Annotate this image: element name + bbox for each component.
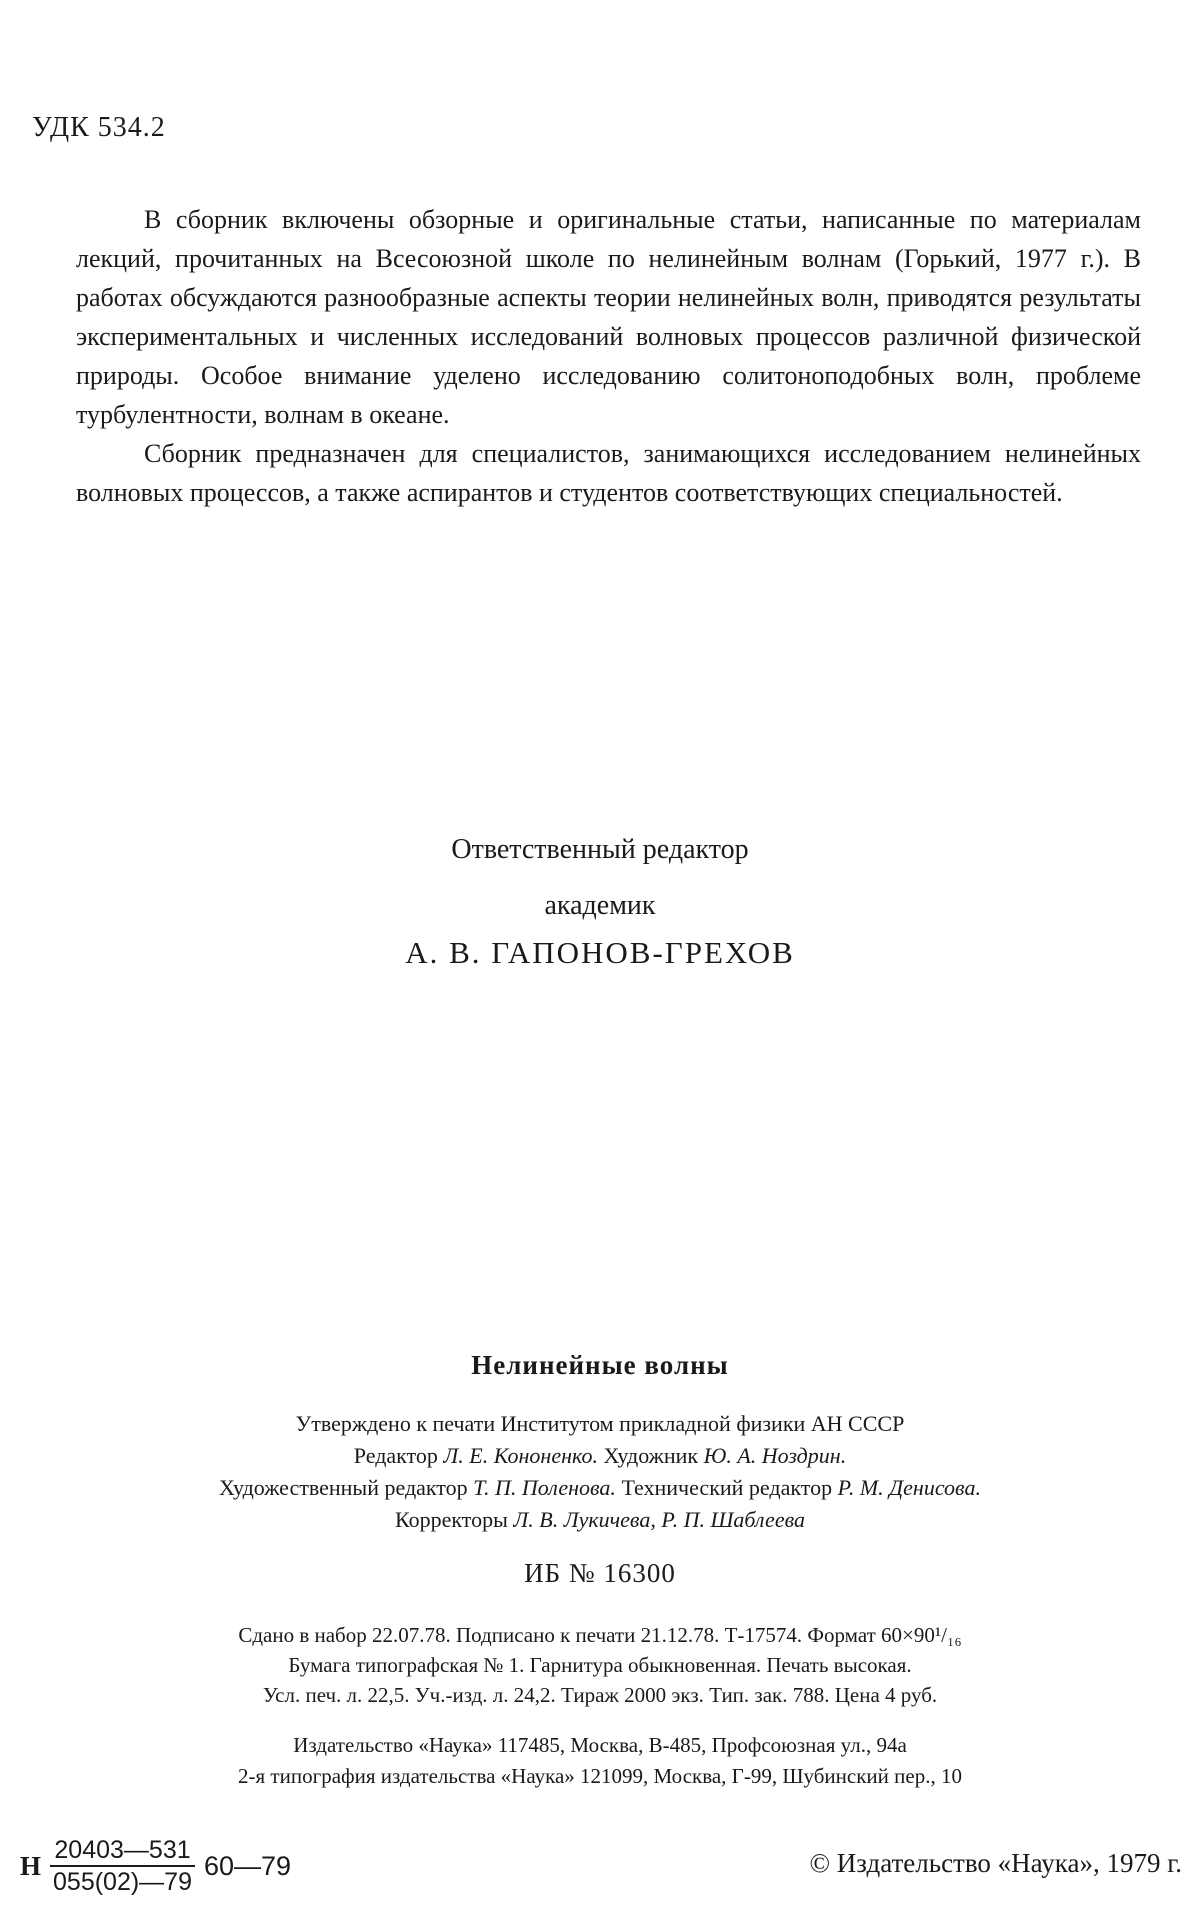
print-line-1: Сдано в набор 22.07.78. Подписано к печати 21.12.78. Т-17574. Формат 60×90¹/₁₆ xyxy=(238,1623,962,1647)
tech-editor-name: Р. М. Денисова. xyxy=(837,1475,981,1500)
editor-title: академик xyxy=(544,890,656,921)
publisher-info xyxy=(0,1730,1200,1792)
print-details xyxy=(0,1620,1200,1710)
correctors-label: Корректоры xyxy=(395,1507,508,1532)
correctors-names: Л. В. Лукичева, Р. П. Шаблеева xyxy=(513,1507,805,1532)
code-letter: Н xyxy=(20,1850,42,1881)
copyright-notice: © Издательство «Наука», 1979 г. xyxy=(809,1848,1182,1878)
artist-label: Художник xyxy=(603,1443,699,1468)
abstract-paragraph-2: Сборник предназначен для специалистов, занимающихся исследованием нелинейных волновых процессов, а также аспирантов и студентов соответствующих специальностей. xyxy=(76,439,1141,507)
code-denominator: 055(02)—79 xyxy=(53,1868,192,1896)
ib-number: ИБ № 16300 xyxy=(524,1558,676,1588)
tech-editor-label: Технический редактор xyxy=(621,1475,833,1500)
approval-line: Утверждено к печати Институтом прикладной физики АН СССР xyxy=(295,1411,905,1436)
editor-name-credit: Л. Е. Кононенко. xyxy=(443,1443,598,1468)
code-numerator: 20403—531 xyxy=(50,1835,194,1867)
editor-name: А. В. ГАПОНОВ-ГРЕХОВ xyxy=(405,935,795,970)
art-editor-name: Т. П. Поленова. xyxy=(473,1475,616,1500)
code-fraction xyxy=(49,1835,196,1897)
code-suffix: 60—79 xyxy=(204,1850,292,1881)
art-editor-label: Художественный редактор xyxy=(219,1475,468,1500)
print-line-2: Бумага типографская № 1. Гарнитура обыкновенная. Печать высокая. xyxy=(288,1653,912,1677)
publisher-line-1: Издательство «Наука» 117485, Москва, В-485, Профсоюзная ул., 94а xyxy=(293,1733,907,1757)
credits-block xyxy=(10,1408,1190,1536)
catalog-code xyxy=(20,1835,291,1897)
udc-code: УДК 534.2 xyxy=(32,112,166,143)
book-title: Нелинейные волны xyxy=(471,1350,729,1380)
art-tech-editor-line xyxy=(10,1472,1190,1504)
editor-label: Редактор xyxy=(353,1443,438,1468)
publisher-line-2: 2-я типография издательства «Наука» 121099, Москва, Г-99, Шубинский пер., 10 xyxy=(238,1764,962,1788)
artist-name: Ю. А. Ноздрин. xyxy=(703,1443,847,1468)
abstract xyxy=(76,200,1141,512)
correctors-line xyxy=(10,1504,1190,1536)
responsible-editor-label: Ответственный редактор xyxy=(451,834,749,865)
editor-artist-line xyxy=(10,1440,1190,1472)
print-line-3: Усл. печ. л. 22,5. Уч.-изд. л. 24,2. Тираж 2000 экз. Тип. зак. 788. Цена 4 руб. xyxy=(262,1683,938,1707)
abstract-paragraph-1: В сборник включены обзорные и оригинальные статьи, написанные по материалам лекций, прочитанных на Всесоюзной школе по нелинейным волнам (Горький, 1977 г.). В работах обсуждаются разнообразные аспекты теории нелинейных волн, приводятся результаты экспериментальных и численных исследований волновых процессов различной физической природы. Особое внимание уделено исследованию солитоноподобных волн, проблеме турбулентности, волнам в океане. xyxy=(76,205,1141,429)
